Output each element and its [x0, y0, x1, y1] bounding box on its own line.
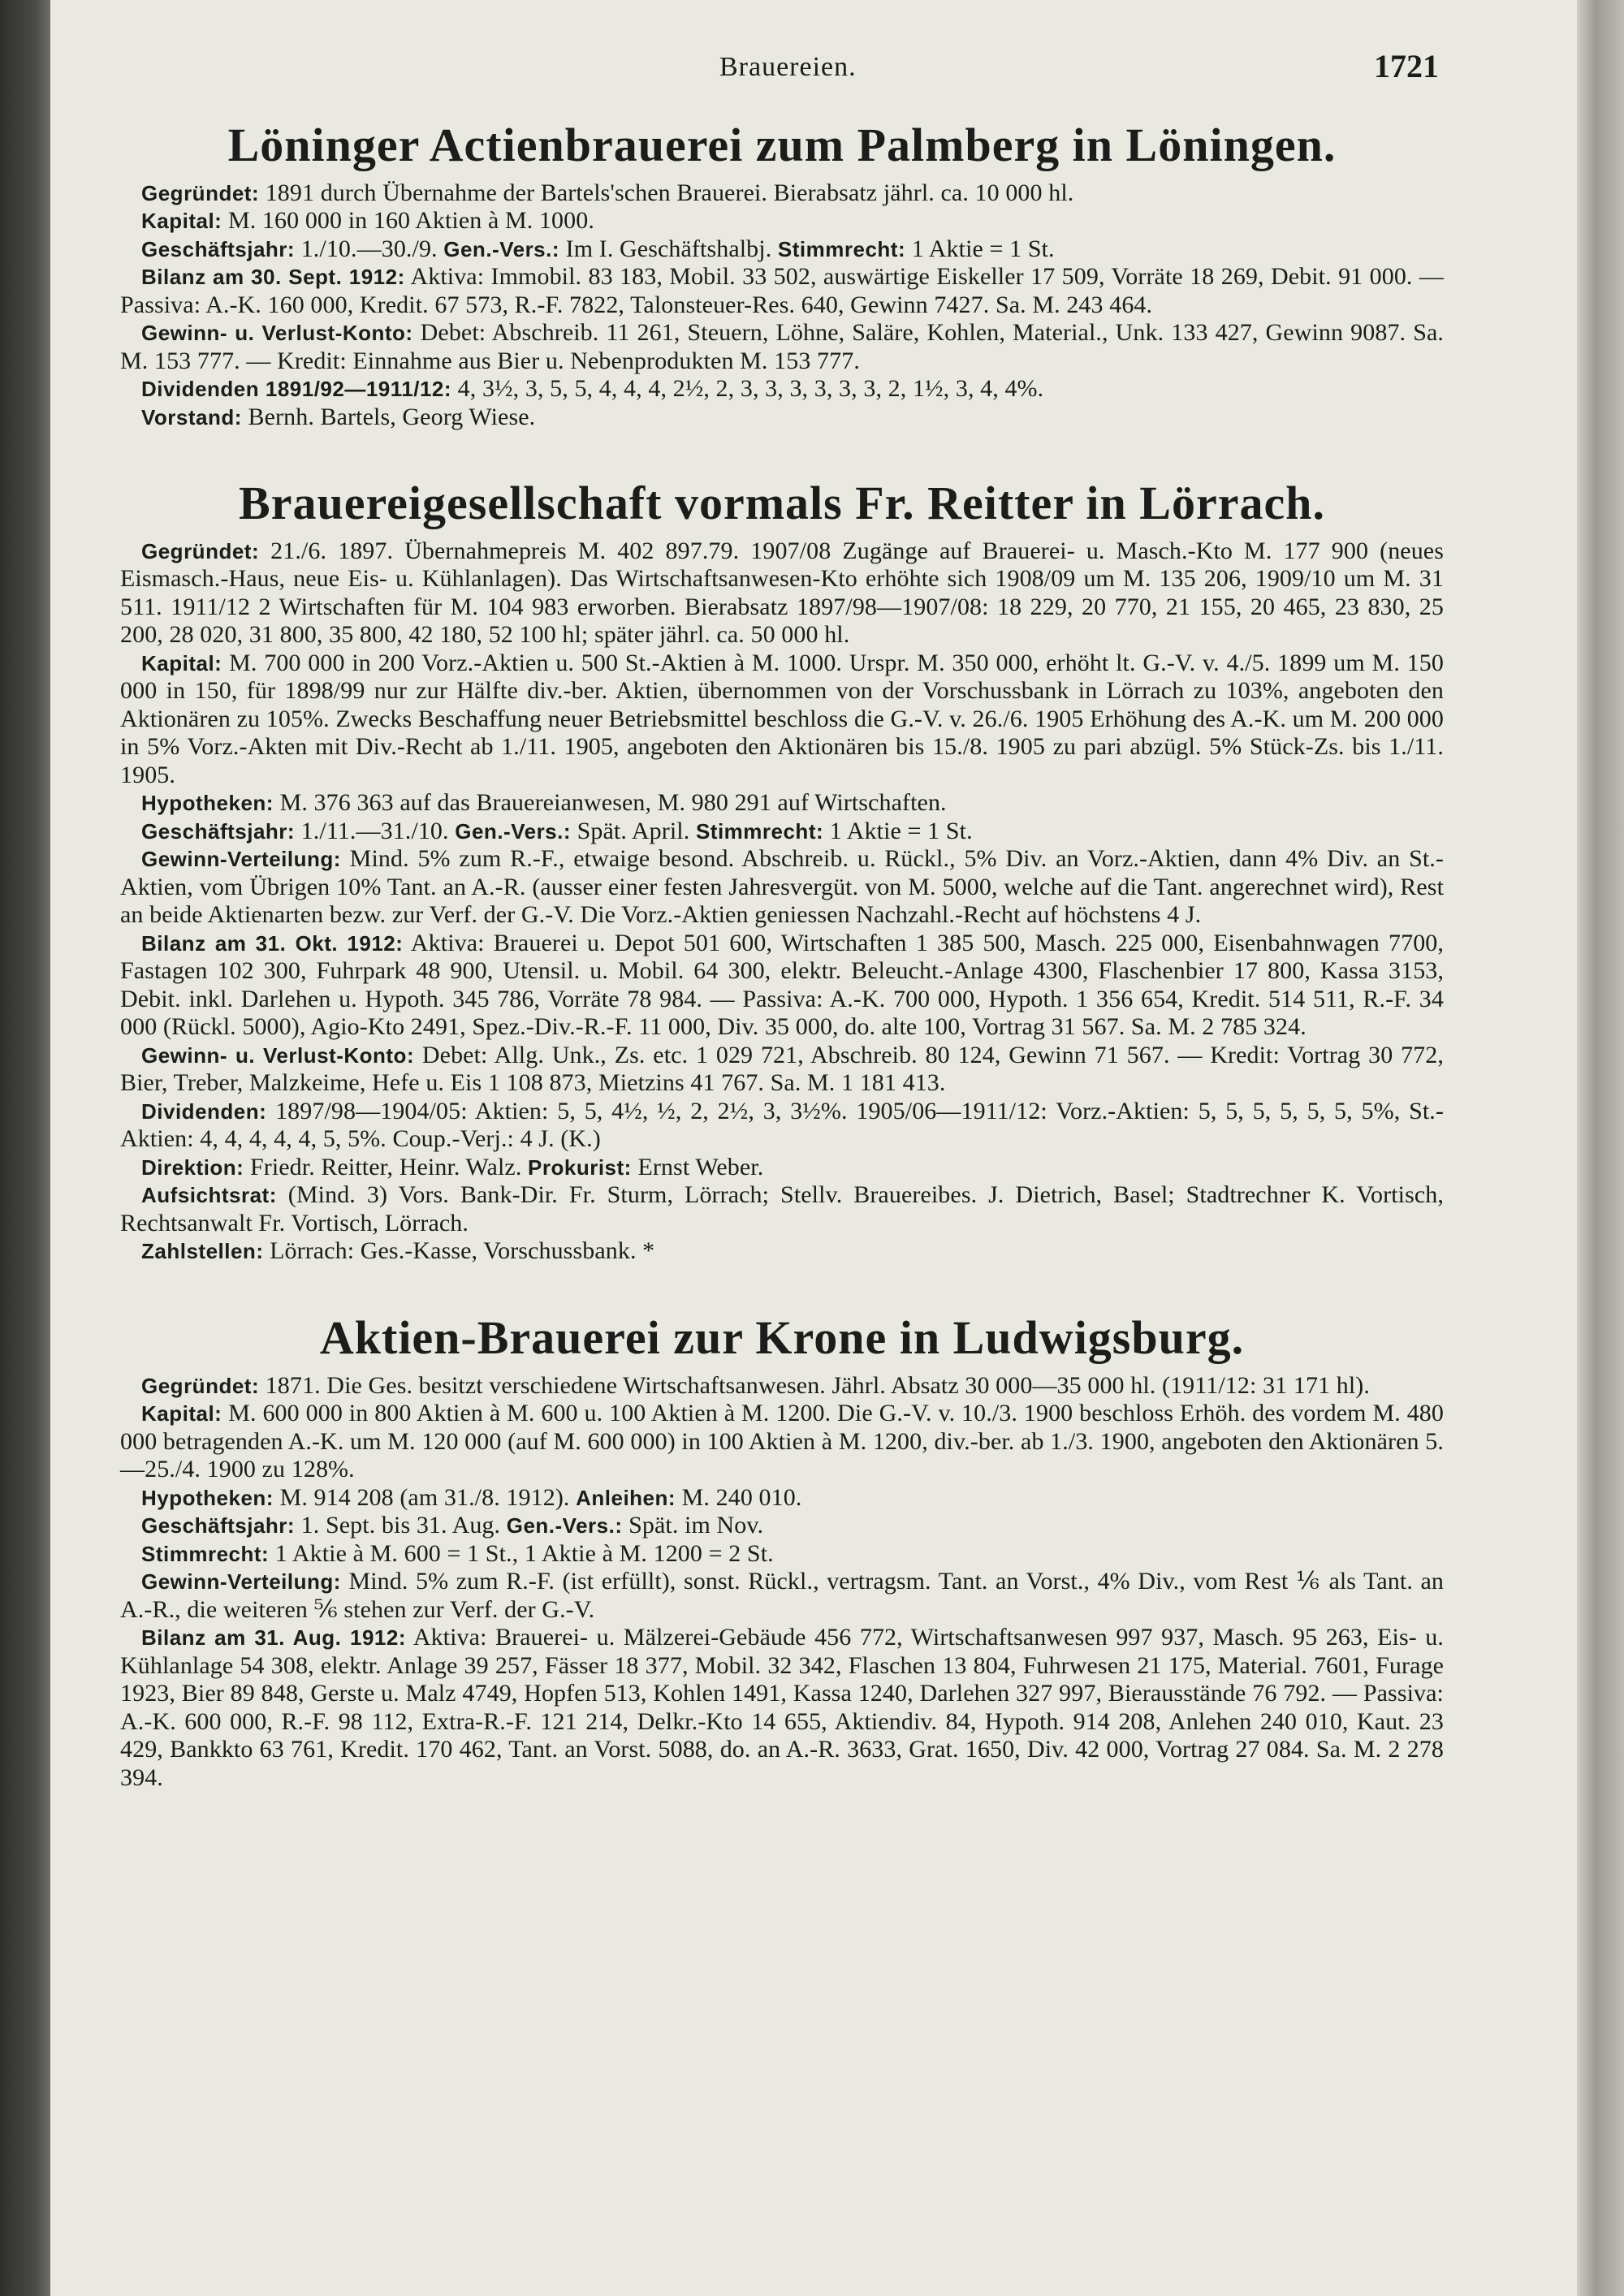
- field-text: 1./10.—30./9.: [295, 235, 444, 262]
- field-text: M. 600 000 in 800 Aktien à M. 600 u. 100 Aktien à M. 1200. Die G.-V. v. 10./3. 1900 beschloss Erhöh. des vordem M. 480 000 betragenden A.-K. um M. 120 000 (auf M. 600 000) in 100 Aktien à M. 1200, div.-ber. ab 1./3. 1900, angeboten den Aktionären 5.—25./4. 1900 zu 128%.: [120, 1400, 1444, 1483]
- company-entry: [120, 1311, 1444, 1792]
- field-label: Gewinn-Verteilung:: [141, 847, 341, 872]
- field-text: 1871. Die Ges. besitzt verschiedene Wirtschaftsanwesen. Jährl. Absatz 30 000—35 000 hl. (1911/12: 31 171 hl).: [259, 1371, 1370, 1399]
- field-text: 1./11.—31./10.: [295, 817, 456, 844]
- entry-field: [120, 263, 1444, 319]
- field-text: Debet: Allg. Unk., Zs. etc. 1 029 721, Abschreib. 80 124, Gewinn 71 567. — Kredit: Vortrag 30 772, Bier, Treber, Malzkeime, Hefe u. Eis 1 108 873, Mietzins 41 767. Sa. M. 1 181 413.: [120, 1041, 1444, 1097]
- field-label: Gegründet:: [141, 538, 260, 563]
- entry-field: [120, 650, 1444, 790]
- field-label: Prokurist:: [528, 1154, 632, 1180]
- entry-field: [120, 930, 1444, 1042]
- field-text: 1 Aktie = 1 St.: [823, 817, 973, 844]
- page-edge: [1577, 0, 1624, 2296]
- entry-field: [120, 207, 1444, 235]
- field-label: Dividenden:: [141, 1098, 267, 1124]
- field-label: Aufsichtsrat:: [141, 1183, 277, 1208]
- entry-field: [120, 375, 1444, 404]
- field-label: Gegründet:: [141, 180, 260, 205]
- company-title: Löninger Actienbrauerei zum Palmberg in Löningen.: [227, 119, 1337, 171]
- field-text: (Mind. 3) Vors. Bank-Dir. Fr. Sturm, Lörrach; Stellv. Brauereibes. J. Dietrich, Basel; Stadtrechner K. Vortisch, Rechtsanwalt Fr. Vortisch, Lörrach.: [120, 1181, 1444, 1236]
- entry-field: [120, 537, 1444, 650]
- field-text: Mind. 5% zum R.-F., etwaige besond. Abschreib. u. Rückl., 5% Div. an Vorz.-Aktien, dann 4% Div. an St.-Aktien, vom Übrigen 10% Tant. an A.-R. (ausser einer festen Jahresvergüt. von M. 5000, welche auf die Tant. angerechnet wird), Rest an beide Aktienarten bezw. zur Verf. der G.-V. Die Vorz.-Aktien geniessen Nachzahl.-Recht auf höchstens 4 J.: [120, 845, 1444, 929]
- field-text: 1 Aktie à M. 600 = 1 St., 1 Aktie à M. 1200 = 2 St.: [269, 1539, 774, 1567]
- field-text: Spät. im Nov.: [622, 1512, 764, 1539]
- field-label: Stimmrecht:: [141, 1541, 270, 1566]
- field-text: Aktiva: Brauerei- u. Mälzerei-Gebäude 456 772, Wirtschaftsanwesen 997 937, Masch. 95 263, Eis- u. Kühlanlage 54 308, elektr. Anlage 39 257, Fässer 18 377, Mobil. 32 342, Flaschen 13 804, Fuhrwesen 21 175, Material. 7601, Furage 1923, Bier 89 848, Gerste u. Malz 4749, Hopfen 513, Kohlen 1491, Kassa 1240, Darlehen 327 997, Bierausstände 76 792. — Passiva: A.-K. 600 000, R.-F. 98 112, Extra-R.-F. 121 214, Delkr.-Kto 14 655, Aktiendiv. 84, Hypoth. 914 208, Anlehen 240 010, Kaut. 23 429, Bankkto 63 761, Kredit. 170 462, Tant. an Vorst. 5088, do. an A.-R. 3633, Grat. 1650, Div. 42 000, Vortrag 27 084. Sa. M. 2 278 394.: [120, 1624, 1444, 1791]
- field-text: Aktiva: Immobil. 83 183, Mobil. 33 502, auswärtige Eiskeller 17 509, Vorräte 18 269, Debit. 91 000. — Passiva: A.-K. 160 000, Kredit. 67 573, R.-F. 7822, Talonsteuer-Res. 640, Gewinn 7427. Sa. M. 243 464.: [120, 263, 1444, 318]
- entry-field: [120, 1484, 1444, 1513]
- company-entry: [120, 119, 1444, 431]
- entry-field: [120, 235, 1444, 264]
- field-text: Ernst Weber.: [631, 1153, 764, 1180]
- field-text: M. 160 000 in 160 Aktien à M. 1000.: [222, 207, 594, 235]
- field-label: Gen.-Vers.:: [506, 1513, 623, 1539]
- field-text: Bernh. Bartels, Georg Wiese.: [241, 403, 536, 430]
- field-label: Kapital:: [141, 209, 222, 234]
- entry-field: [120, 1512, 1444, 1540]
- field-label: Kapital:: [141, 1401, 222, 1426]
- field-label: Anleihen:: [576, 1485, 676, 1510]
- entry-field: [120, 404, 1444, 432]
- field-label: Gewinn- u. Verlust-Konto:: [141, 1042, 415, 1068]
- company-title: Aktien-Brauerei zur Krone in Ludwigsburg.: [319, 1310, 1245, 1364]
- entry-field: [120, 1568, 1444, 1624]
- entry-field: [120, 1181, 1444, 1237]
- field-text: Lörrach: Ges.-Kasse, Vorschussbank. *: [263, 1237, 655, 1265]
- field-label: Zahlstellen:: [141, 1239, 264, 1264]
- field-text: M. 700 000 in 200 Vorz.-Aktien u. 500 St.-Aktien à M. 1000. Urspr. M. 350 000, erhöht lt. G.-V. v. 4./5. 1899 um M. 150 000 in 150, für 1898/99 nur zur Hälfte div.-ber. Aktien, übernommen von der Vorschussbank in Lörrach zu 103%, angeboten den Aktionären zu 105%. Zwecks Beschaffung neuer Betriebsmittel beschloss die G.-V. v. 26./6. 1905 Erhöhung des A.-K. um M. 200 000 in 5% Vorz.-Akten mit Div.-Recht ab 1./11. 1905, angeboten den Aktionären bis 15./8. 1905 zu pari abzügl. 5% Stück-Zs. bis 1./11. 1905.: [120, 649, 1444, 788]
- company-title: Brauereigesellschaft vormals Fr. Reitter in Lörrach.: [239, 477, 1325, 530]
- field-label: Bilanz am 31. Okt. 1912:: [141, 930, 404, 956]
- field-label: Gen.-Vers.:: [455, 818, 572, 844]
- entry-field: [120, 1372, 1444, 1400]
- entry-field: [120, 1237, 1444, 1266]
- field-text: Mind. 5% zum R.-F. (ist erfüllt), sonst. Rückl., vertragsm. Tant. an Vorst., 4% Div., vom Rest ⅙ als Tant. an A.-R., die weiteren ⅚ stehen zur Verf. der G.-V.: [120, 1568, 1444, 1623]
- field-label: Vorstand:: [141, 404, 242, 429]
- entry-field: [120, 845, 1444, 930]
- field-text: M. 376 363 auf das Brauereianwesen, M. 980 291 auf Wirtschaften.: [273, 789, 947, 817]
- field-text: 1897/98—1904/05: Aktien: 5, 5, 4½, ½, 2, 2½, 3, 3½%. 1905/06—1911/12: Vorz.-Aktien: 5, 5, 5, 5, 5, 5, 5%, St.-Aktien: 4, 4, 4, 4, 4, 5, 5%. Coup.-Verj.: 4 J. (K.): [120, 1097, 1444, 1153]
- field-text: Friedr. Reitter, Heinr. Walz.: [244, 1153, 529, 1180]
- page-body: [120, 106, 1444, 1837]
- page-binding-shadow: [0, 0, 50, 2296]
- field-text: 1. Sept. bis 31. Aug.: [295, 1512, 507, 1539]
- field-label: Geschäftsjahr:: [141, 818, 296, 844]
- field-label: Stimmrecht:: [695, 818, 824, 844]
- entry-field: [120, 1154, 1444, 1182]
- entry-field: [120, 179, 1444, 208]
- entry-field: [120, 1540, 1444, 1569]
- entry-field: [120, 789, 1444, 818]
- running-head: Brauereien.: [719, 52, 857, 82]
- field-text: Im I. Geschäftshalbj.: [559, 235, 778, 262]
- field-label: Hypotheken:: [141, 1485, 274, 1510]
- field-label: Geschäftsjahr:: [141, 236, 296, 261]
- field-label: Kapital:: [141, 650, 222, 675]
- entry-field: [120, 319, 1444, 375]
- field-label: Gen.-Vers.:: [443, 236, 560, 261]
- entry-field: [120, 1042, 1444, 1098]
- field-text: M. 240 010.: [676, 1483, 802, 1511]
- field-label: Direktion:: [141, 1154, 244, 1180]
- field-label: Stimmrecht:: [777, 236, 906, 261]
- field-label: Dividenden 1891/92—1911/12:: [141, 377, 452, 402]
- field-text: 1 Aktie = 1 St.: [905, 235, 1055, 262]
- field-text: Debet: Abschreib. 11 261, Steuern, Löhne, Saläre, Kohlen, Material., Unk. 133 427, Gewinn 9087. Sa. M. 153 777. — Kredit: Einnahme aus Bier u. Nebenprodukten M. 153 777.: [120, 319, 1444, 374]
- field-text: Spät. April.: [571, 817, 696, 844]
- field-text: 4, 3½, 3, 5, 5, 4, 4, 4, 2½, 2, 3, 3, 3, 3, 3, 3, 2, 1½, 3, 4, 4%.: [451, 375, 1044, 403]
- entry-field: [120, 1098, 1444, 1154]
- entry-field: [120, 818, 1444, 846]
- entry-field: [120, 1400, 1444, 1484]
- field-label: Gegründet:: [141, 1373, 260, 1398]
- page-number: 1721: [1374, 48, 1439, 84]
- field-text: M. 914 208 (am 31./8. 1912).: [273, 1483, 577, 1511]
- field-text: 1891 durch Übernahme der Bartels'schen Brauerei. Bierabsatz jährl. ca. 10 000 hl.: [259, 179, 1074, 206]
- company-entry: [120, 477, 1444, 1266]
- field-label: Bilanz am 30. Sept. 1912:: [141, 265, 405, 290]
- field-label: Geschäftsjahr:: [141, 1513, 296, 1539]
- field-label: Bilanz am 31. Aug. 1912:: [141, 1625, 406, 1651]
- field-label: Gewinn- u. Verlust-Konto:: [141, 321, 413, 346]
- field-label: Gewinn-Verteilung:: [141, 1569, 341, 1595]
- entry-field: [120, 1624, 1444, 1792]
- field-text: Aktiva: Brauerei u. Depot 501 600, Wirtschaften 1 385 500, Masch. 225 000, Eisenbahnwagen 7700, Fastagen 102 300, Fuhrpark 48 900, Utensil. u. Mobil. 64 300, elektr. Beleucht.-Anlage 4300, Flaschenbier 17 800, Kassa 3153, Debit. inkl. Darlehen u. Hypoth. 345 786, Vorräte 78 984. — Passiva: A.-K. 700 000, Hypoth. 1 356 654, Kredit. 514 511, R.-F. 34 000 (Rückl. 5000), Agio-Kto 2491, Spez.-Div.-R.-F. 11 000, Div. 35 000, do. alte 100, Vortrag 31 567. Sa. M. 2 785 324.: [120, 929, 1445, 1041]
- field-label: Hypotheken:: [141, 791, 274, 816]
- field-text: 21./6. 1897. Übernahmepreis M. 402 897.79. 1907/08 Zugänge auf Brauerei- u. Masch.-Kto M. 177 900 (neues Eismasch.-Haus, neue Eis- u. Kühlanlagen). Das Wirtschaftsanwesen-Kto erhöhte sich 1908/09 um M. 135 206, 1909/10 um M. 31 511. 1911/12 2 Wirtschaften für M. 104 983 erworben. Bierabsatz 1897/98—1907/08: 18 229, 20 770, 21 155, 20 465, 23 830, 25 200, 28 020, 31 800, 35 800, 42 180, 52 100 hl; später jährl. ca. 50 000 hl.: [120, 537, 1444, 649]
